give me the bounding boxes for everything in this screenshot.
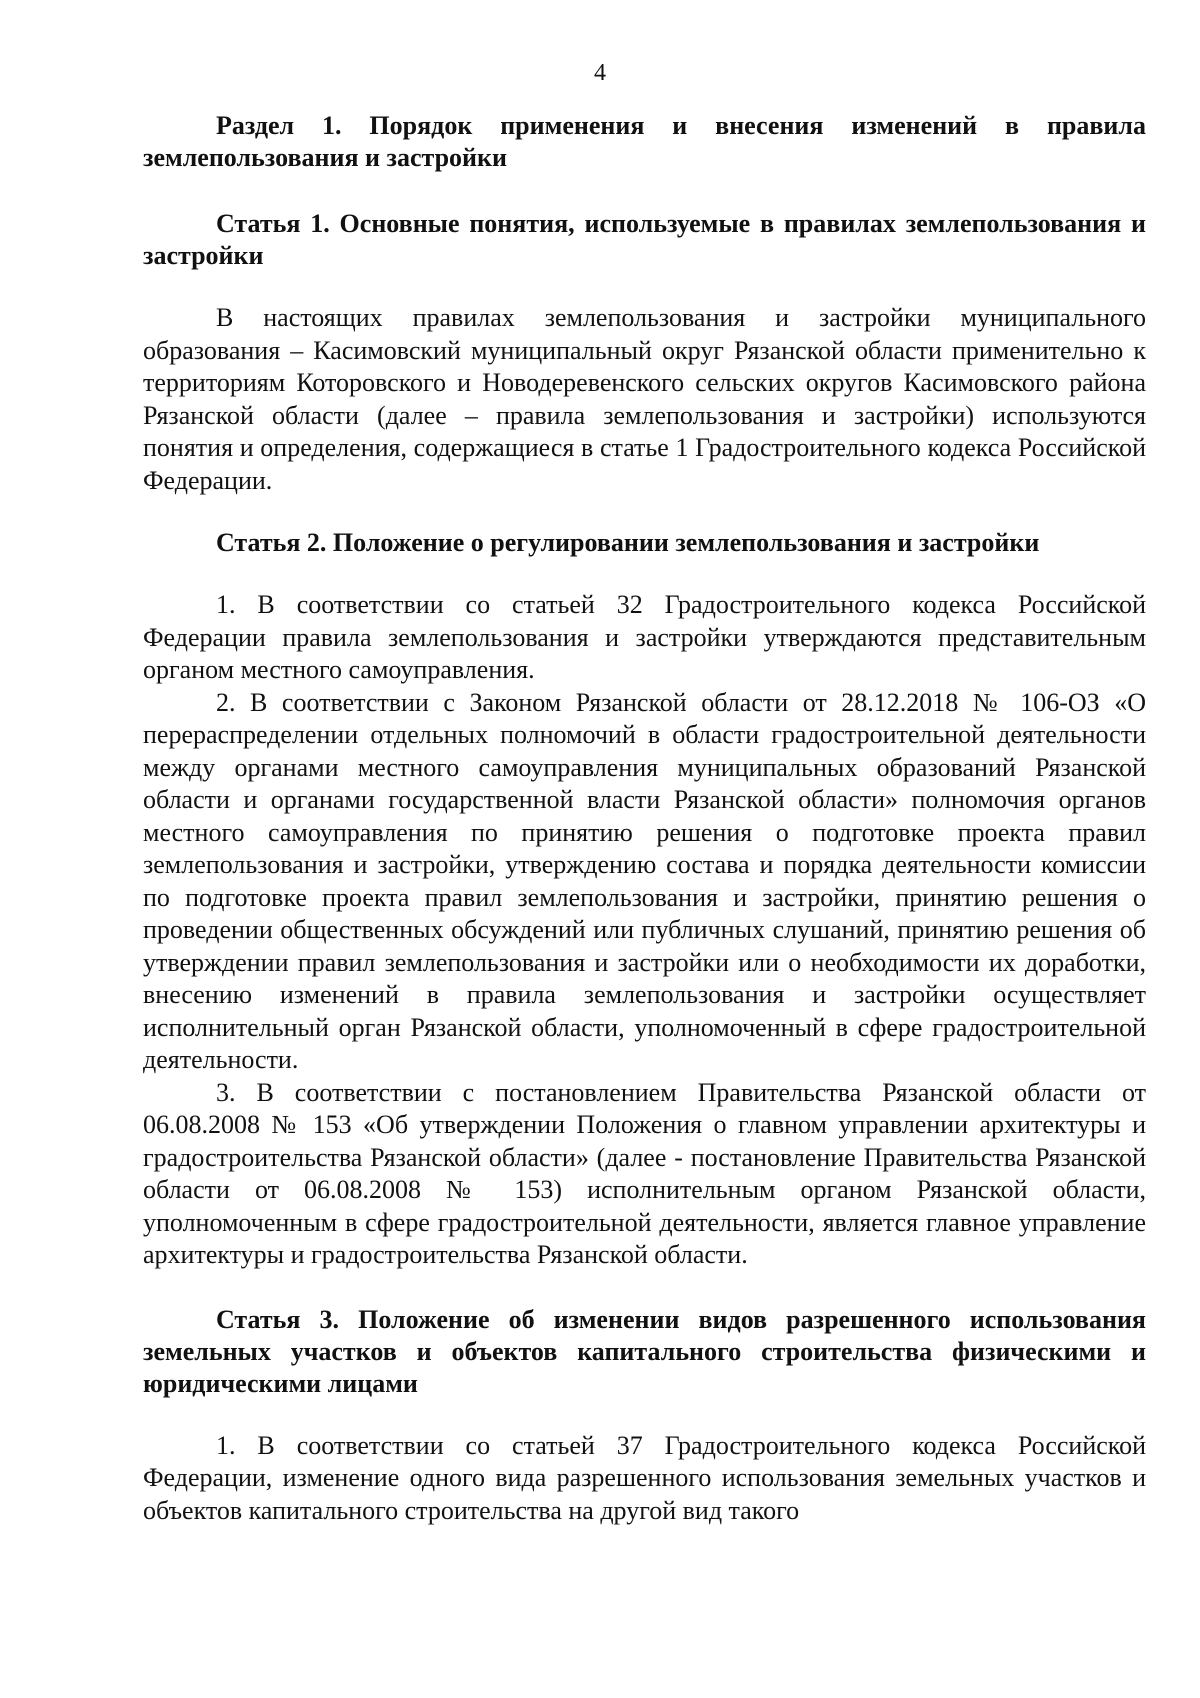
article-2-paragraph-3: 3. В соответствии с постановлением Правительства Рязанской области от 06.08.2008 № 153 «Об утверждении Положения о главном управлении архитектуры и градостроительства Рязанской области» (далее - постановление Правительства Рязанской области от 06.08.2008 № 153) исполнительным органом Рязанской области, уполномоченным в сфере градостроительной деятельности, является главное управление архитектуры и градостроительства Рязанской области. xyxy=(143,1077,1146,1269)
section-heading: Раздел 1. Порядок применения и внесения изменений в правила землепользования и застройки xyxy=(143,111,1146,172)
page-number: 4 xyxy=(594,60,606,86)
article-3-heading: Статья 3. Положение об изменении видов разрешенного использования земельных участков и объектов капитального строительства физическими и юридическими лицами xyxy=(143,1304,1146,1398)
article-2-heading: Статья 2. Положение о регулировании землепользования и застройки xyxy=(216,528,1040,557)
article-3-paragraph-1: 1. В соответствии со статьей 37 Градостроительного кодекса Российской Федерации, изменение одного вида разрешенного использования земельных участков и объектов капитального строительства на другой вид такого xyxy=(143,1430,1146,1525)
article-1-heading: Статья 1. Основные понятия, используемые в правилах землепользования и застройки xyxy=(143,209,1146,270)
document-body xyxy=(143,110,1146,1527)
article-2-paragraph-1: 1. В соответствии со статьей 32 Градостроительного кодекса Российской Федерации правила землепользования и застройки утверждаются представительным органом местного самоуправления. xyxy=(143,590,1146,684)
article-2-paragraph-2: 2. В соответствии с Законом Рязанской области от 28.12.2018 № 106-ОЗ «О перераспределении отдельных полномочий в области градостроительной деятельности между органами местного самоуправления муниципальных образований Рязанской области и органами государственной власти Рязанской области» полномочия органов местного самоуправления по принятию решения о подготовке проекта правил землепользования и застройки, утверждению состава и порядка деятельности комиссии по подготовке проекта правил землепользования и застройки, принятию решения о проведении общественных обсуждений или публичных слушаний, принятию решения об утверждении правил землепользования и застройки или о необходимости их доработки, внесению изменений в правила землепользования и застройки осуществляет исполнительный орган Рязанской области, уполномоченный в сфере градостроительной деятельности. xyxy=(143,687,1146,1074)
article-1-paragraph: В настоящих правилах землепользования и застройки муниципального образования – Касимовский муниципальный округ Рязанской области применительно к территориям Которовского и Новодеревенского сельских округов Касимовского района Рязанской области (далее – правила землепользования и застройки) используются понятия и определения, содержащиеся в статье 1 Градостроительного кодекса Российской Федерации. xyxy=(143,303,1146,495)
